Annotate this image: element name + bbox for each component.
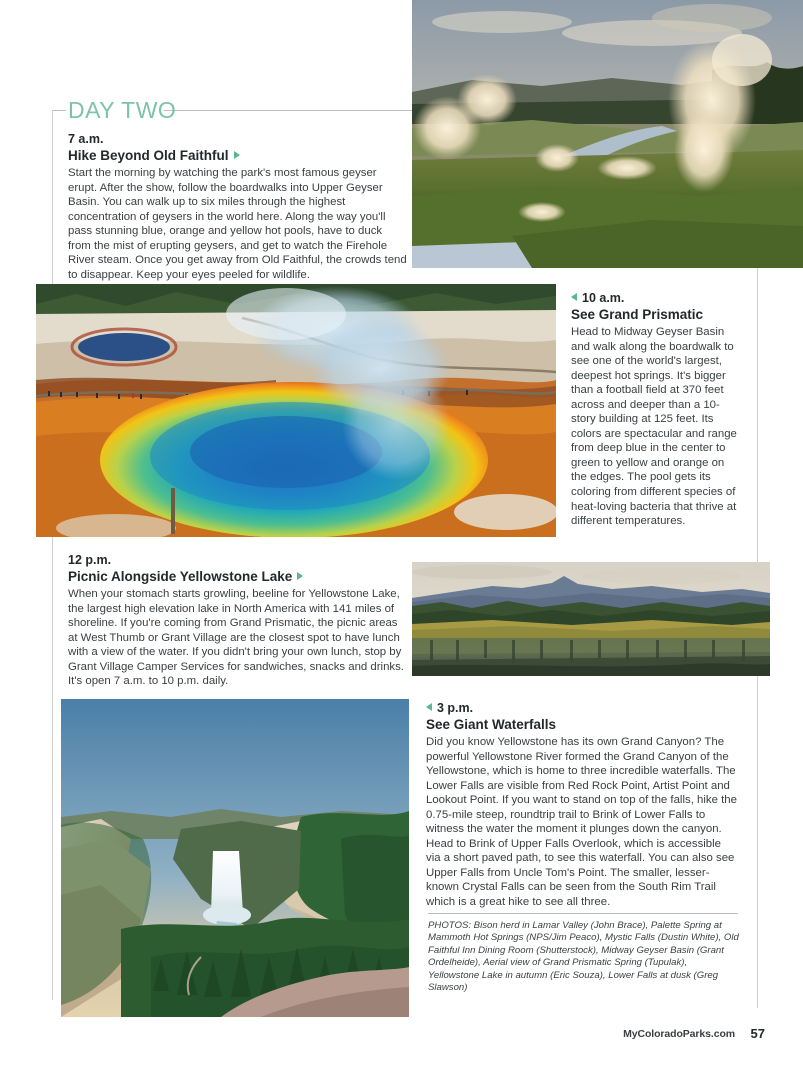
entry-time: 7 a.m. [68,132,104,146]
photo-credits: PHOTOS: Bison herd in Lamar Valley (John Brace), Palette Spring at Mammoth Hot Springs (NPS/Jim Peaco), Mystic Falls (Dustin White), Old Faithful Inn Dining Room (Shutterstock), Midway Geyser Basin (Grant Ordelheide), Aerial view of Grand Prismatic Spring (Tupulak), Yellowstone Lake in autumn (Eric Souza), Lower Falls at dusk (Greg Slawson) [428,920,739,994]
credits-divider [428,913,738,914]
entry-headline [68,569,408,585]
photo-yellowstone-lake [412,562,770,676]
entry-time-text: 10 a.m. [582,291,625,305]
left-column-rule [52,110,53,1000]
triangle-left-icon [426,703,432,711]
entry-12pm [68,553,408,689]
entry-headline-text: Picnic Alongside Yellowstone Lake [68,569,293,584]
entry-body: Start the morning by watching the park's most famous geyser erupt. After the show, follow the boardwalks into Upper Geyser Basin. You can walk up to six miles through the highest concentration of geysers in the world here. Along the way you'll pass stunning blue, orange and yellow hot pools, have to duck from the mist of erupting geysers, and get to watch the Firehole River steam. Once you get away from Old Faithful, the crowds tend to disappear. Keep your eyes peeled for wildlife. [68,167,407,281]
triangle-right-icon [234,151,240,159]
photo-upper-geyser-basin [412,0,803,268]
triangle-right-icon [297,572,303,580]
entry-body: Did you know Yellowstone has its own Grand Canyon? The powerful Yellowstone River formed the Grand Canyon of the Yellowstone, which is home to three incredible waterfalls. The Lower Falls are visible from Red Rock Point, Artist Point and Lookout Point. If you want to stand on top of the falls, hike the 0.75-mile steep, roundtrip trail to Brink of Lower Falls to witness the water the moment it plunges down the canyon. Head to Brink of Upper Falls Overlook, which is accessible via a short paved path, to see this waterfall. You can also see Upper Falls from Uncle Tom's Point. The smaller, lesser-known Crystal Falls can be seen from the South Rim Trail which is a great hike to see all three. [426,736,737,909]
day-header-rule-left [52,110,66,111]
entry-headline-text: Hike Beyond Old Faithful [68,148,229,163]
day-header-rule-right [164,110,412,111]
entry-headline: See Grand Prismatic [571,307,704,322]
entry-headline: See Giant Waterfalls [426,717,557,732]
page-title: DAY TWO [68,97,177,123]
photo-grand-prismatic [36,284,556,537]
entry-body: Head to Midway Geyser Basin and walk along the boardwalk to see one of the world's largest, deepest hot springs. It's bigger than a football field at 370 feet across and deeper than a 10-story building at 125 feet. Its colors are spectacular and range from deep blue in the center to green to yellow and orange on the edges. The pool gets its coloring from different species of heat-loving bacteria that thrive at different temperatures. [571,326,737,528]
entry-3pm [426,701,738,910]
entry-time-text: 3 p.m. [437,701,474,715]
entry-7am [68,132,408,282]
entry-10am [571,291,743,529]
entry-time [571,291,743,306]
footer-website-url[interactable]: MyColoradoParks.com [623,1028,735,1040]
entry-headline [68,148,408,164]
photo-lower-falls [61,699,409,1017]
entry-body: When your stomach starts growling, beeline for Yellowstone Lake, the largest high elevation lake in North America with 141 miles of shoreline. If you're coming from Grand Prismatic, the picnic areas at West Thumb or Grant Village are the closest spot to have lunch with a view of the water. If you didn't bring your own lunch, stop by Grant Village Camper Services for sandwiches, snacks and drinks. It's open 7 a.m. to 10 p.m. daily. [68,588,404,688]
footer-page-number: 57 [750,1026,765,1041]
triangle-left-icon [571,293,577,301]
entry-time: 12 p.m. [68,553,112,567]
entry-time [426,701,738,716]
